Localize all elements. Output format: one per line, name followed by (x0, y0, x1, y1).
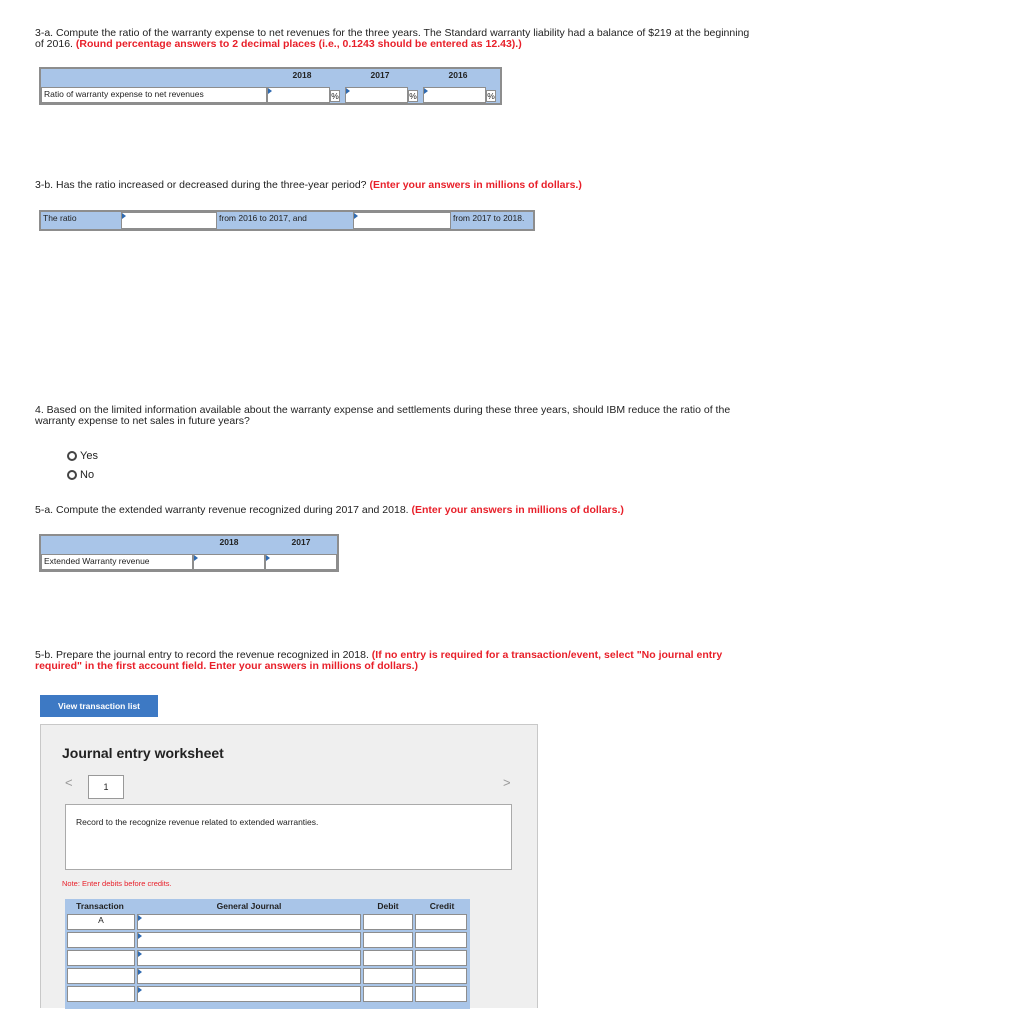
col-2016: 2016 (448, 70, 468, 80)
col-2017: 2017 (370, 70, 390, 80)
col-2017: 2017 (291, 537, 311, 547)
account-select[interactable] (137, 950, 361, 966)
question-3b-hint: (Enter your answers in millions of dollars.) (369, 179, 582, 191)
radio-yes-icon (67, 451, 77, 461)
question-3a-hint: (Round percentage answers to 2 decimal places (i.e., 0.1243 should be entered as 12.43).) (75, 38, 522, 50)
question-5b-hint: (If no entry is required for a transaction/event, select "No journal entry required" in the first account field. Enter your answers in millions of dollars.) (35, 649, 723, 672)
radio-yes[interactable] (67, 450, 98, 462)
worksheet-note: Note: Enter debits before credits. (62, 879, 172, 888)
debit-input[interactable] (363, 914, 413, 930)
transaction-cell (67, 932, 135, 948)
worksheet-description-box (65, 804, 512, 870)
question-5a (35, 505, 755, 516)
ratio-table (39, 67, 502, 105)
period-label-1: from 2016 to 2017, and (217, 212, 353, 229)
debit-input[interactable] (363, 968, 413, 984)
ratio-change-select-2[interactable] (353, 212, 451, 229)
col-2018: 2018 (292, 70, 312, 80)
ext-warranty-2017-input[interactable] (265, 554, 337, 570)
question-3a (35, 28, 755, 50)
account-select[interactable] (137, 968, 361, 984)
debit-input[interactable] (363, 986, 413, 1002)
ext-warranty-2018-input[interactable] (193, 554, 265, 570)
transaction-cell (67, 986, 135, 1002)
worksheet-description: Record to the recognize revenue related to extended warranties. (76, 817, 319, 827)
prev-icon[interactable]: < (65, 775, 73, 790)
worksheet-title: Journal entry worksheet (62, 745, 224, 761)
debit-input[interactable] (363, 932, 413, 948)
ratio-row-label: Ratio of warranty expense to net revenues (41, 87, 267, 103)
journal-table (65, 899, 470, 1009)
transaction-cell (67, 968, 135, 984)
radio-yes-label: Yes (80, 450, 98, 462)
transaction-cell (67, 950, 135, 966)
extended-warranty-table (39, 534, 339, 572)
ratio-2017-input[interactable] (345, 87, 408, 103)
radio-no-icon (67, 470, 77, 480)
col-debit: Debit (377, 901, 399, 911)
radio-no[interactable] (67, 469, 94, 481)
question-3b-text: 3-b. Has the ratio increased or decreased during the three-year period? (35, 179, 367, 191)
question-5b (35, 650, 735, 672)
account-select[interactable] (137, 932, 361, 948)
ratio-2016-unit: % (487, 91, 495, 101)
ratio-2017-unit: % (409, 91, 417, 101)
credit-input[interactable] (415, 914, 467, 930)
credit-input[interactable] (415, 986, 467, 1002)
col-2018: 2018 (219, 537, 239, 547)
period-label-2: from 2017 to 2018. (451, 212, 533, 229)
col-credit: Credit (429, 901, 455, 911)
extended-warranty-label: Extended Warranty revenue (41, 554, 193, 570)
col-transaction: Transaction (76, 901, 124, 911)
ratio-label: The ratio (41, 212, 121, 229)
next-icon[interactable]: > (503, 775, 511, 790)
question-3a-text: 3-a. Compute the ratio of the warranty expense to net revenues for the three years. The Standard warranty liability had a balance of $219 at the beginning of 2016. (35, 27, 750, 50)
ratio-change-row (39, 210, 535, 231)
ratio-change-select-1[interactable] (121, 212, 217, 229)
journal-worksheet (40, 724, 538, 1008)
question-4: 4. Based on the limited information available about the warranty expense and settlements during these three years, should IBM reduce the ratio of the warranty expense to net sales in future years? (35, 404, 731, 427)
ratio-2018-input[interactable] (267, 87, 330, 103)
radio-no-label: No (80, 469, 95, 481)
col-general-journal: General Journal (216, 901, 282, 911)
credit-input[interactable] (415, 950, 467, 966)
credit-input[interactable] (415, 968, 467, 984)
ratio-2016-input[interactable] (423, 87, 486, 103)
page-tab-1[interactable]: 1 (88, 775, 124, 799)
account-select[interactable] (137, 914, 361, 930)
debit-input[interactable] (363, 950, 413, 966)
question-5b-text: 5-b. Prepare the journal entry to record the revenue recognized in 2018. (35, 649, 369, 661)
ratio-2018-unit: % (331, 91, 339, 101)
view-transaction-list-button[interactable]: View transaction list (40, 695, 158, 717)
question-3b (35, 180, 755, 191)
question-5a-hint: (Enter your answers in millions of dollars.) (411, 504, 624, 516)
account-select[interactable] (137, 986, 361, 1002)
transaction-cell: A (67, 914, 135, 930)
question-5a-text: 5-a. Compute the extended warranty revenue recognized during 2017 and 2018. (35, 504, 409, 516)
credit-input[interactable] (415, 932, 467, 948)
